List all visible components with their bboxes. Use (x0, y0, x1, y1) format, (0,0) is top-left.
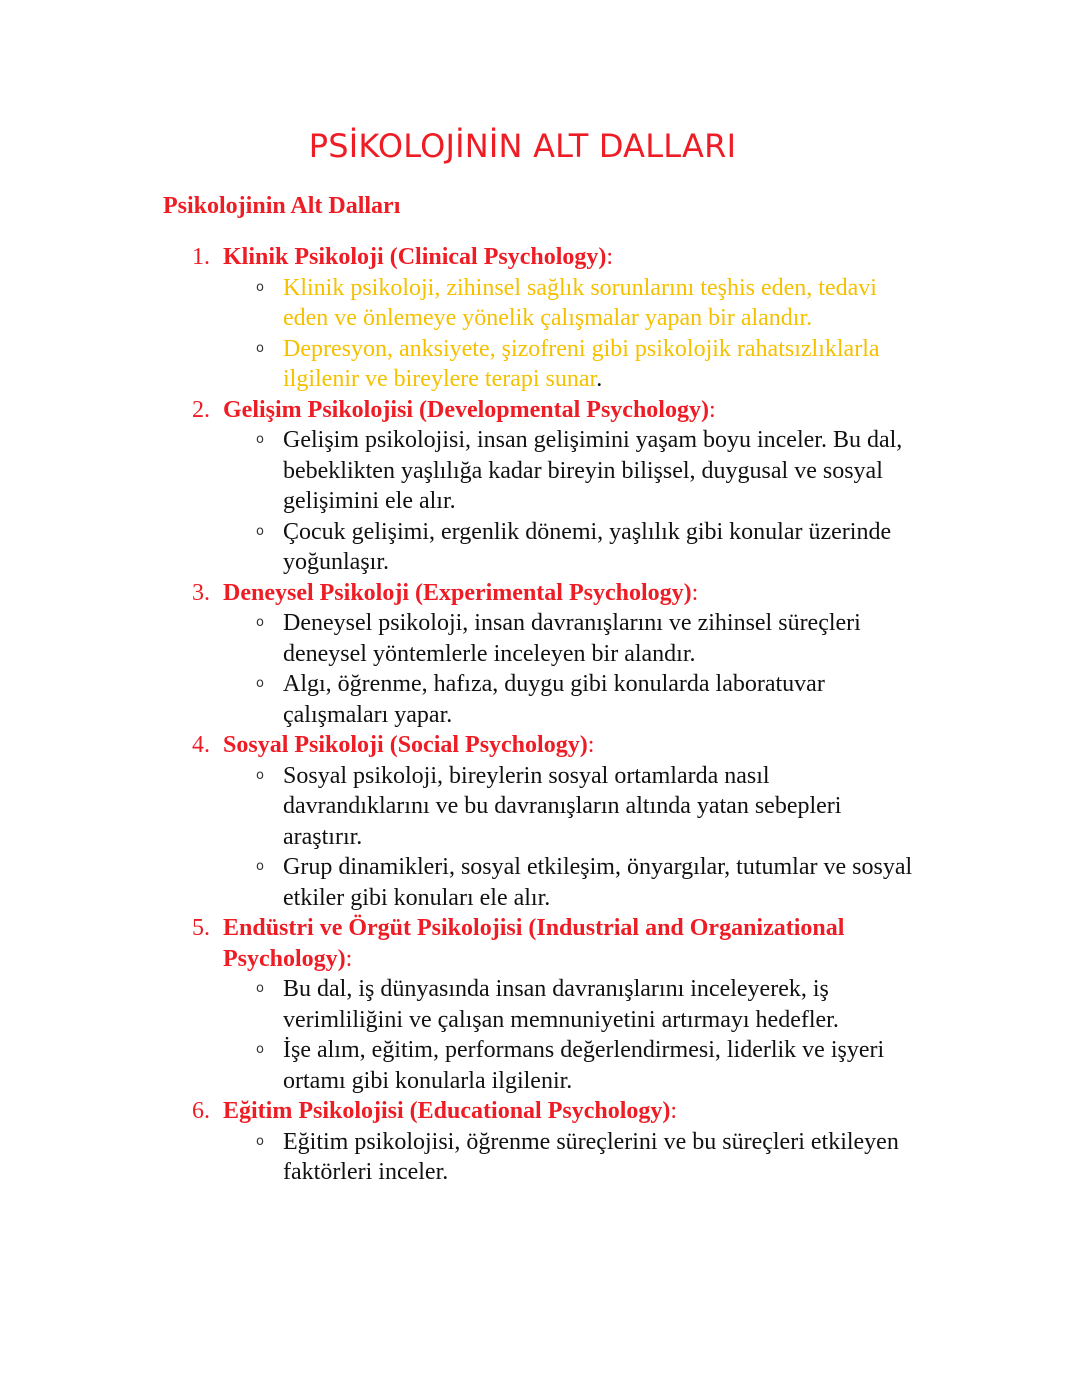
bullet-list (223, 425, 920, 578)
bullet-point (256, 334, 920, 395)
branch-title: Gelişim Psikolojisi (Developmental Psychology) (223, 396, 709, 423)
section-heading: Psikolojinin Alt Dalları (163, 193, 401, 219)
bullet-text: Klinik psikoloji, zihinsel sağlık sorunlarını teşhis eden, tedavi eden ve önlemeye yönelik çalışmalar yapan bir alandır. (283, 274, 877, 331)
bullet-list (223, 974, 920, 1096)
bullet-text: Çocuk gelişimi, ergenlik dönemi, yaşlılık gibi konular üzerinde yoğunlaşır. (283, 518, 892, 575)
branch-title: Endüstri ve Örgüt Psikolojisi (Industrial and Organizational Psychology) (223, 915, 845, 972)
circle-bullet-icon: o (256, 767, 264, 783)
circle-bullet-icon: o (256, 981, 264, 996)
bullet-point (256, 425, 920, 517)
branch-heading (192, 1096, 920, 1127)
circle-bullet-icon: o (256, 1133, 264, 1149)
branch-heading (192, 730, 920, 761)
bullet-text: İşe alım, eğitim, performans değerlendirmesi, liderlik ve işyeri ortamı gibi konularla ilgilenir. (283, 1037, 885, 1094)
circle-bullet-icon: o (256, 1042, 264, 1057)
bullet-point (256, 852, 920, 913)
branch-colon: : (691, 579, 699, 606)
circle-bullet-icon: o (256, 340, 264, 356)
branch-item (0, 913, 1080, 1096)
branch-item (0, 395, 1080, 578)
branch-heading (192, 395, 920, 426)
branch-title: Klinik Psikoloji (Clinical Psychology) (223, 244, 607, 270)
bullet-point (256, 1035, 920, 1096)
circle-bullet-icon: o (256, 859, 264, 874)
bullet-text: Gelişim psikolojisi, insan gelişimini yaşam boyu inceler. Bu dal, bebeklikten yaşlılığa kadar bireyin bilişsel, duygusal ve sosyal gelişimini ele alır. (283, 427, 903, 514)
circle-bullet-icon: o (256, 279, 264, 295)
branch-number: 3. (192, 579, 210, 606)
circle-bullet-icon: o (256, 523, 264, 539)
branch-colon: : (345, 945, 353, 972)
trailing-period: . (596, 366, 603, 392)
bullet-list (223, 761, 920, 914)
bullet-point (256, 608, 920, 669)
bullet-text: Deneysel psikoloji, insan davranışlarını ve zihinsel süreçleri deneysel yöntemlerle inceleyen bir alandır. (283, 610, 861, 667)
bullet-text: Eğitim psikolojisi, öğrenme süreçlerini ve bu süreçleri etkileyen faktörleri inceler. (283, 1128, 899, 1185)
circle-bullet-icon: o (256, 676, 264, 691)
bullet-text: Grup dinamikleri, sosyal etkileşim, önyargılar, tutumlar ve sosyal etkiler gibi konuları ele alır. (283, 854, 913, 911)
branch-colon: : (670, 1098, 678, 1124)
branch-item (0, 1096, 1080, 1188)
branch-number: 5. (192, 915, 210, 941)
bullet-point (256, 1127, 920, 1188)
bullet-text: Sosyal psikoloji, bireylerin sosyal ortamlarda nasıl davrandıklarını ve bu davranışların altında yatan sebepleri araştırır. (283, 762, 842, 850)
bullet-point (256, 761, 920, 853)
bullet-text: Bu dal, iş dünyasında insan davranışlarını inceleyerek, iş verimliliğini ve çalışan memnuniyetini artırmayı hedefler. (283, 976, 839, 1033)
branch-title: Sosyal Psikoloji (Social Psychology) (223, 732, 588, 758)
branch-number: 6. (192, 1098, 210, 1124)
bullet-point (256, 273, 920, 334)
branch-colon: : (606, 244, 614, 270)
bullet-text: Depresyon, anksiyete, şizofreni gibi psikolojik rahatsızlıklarla ilgilenir ve bireylere terapi sunar (283, 335, 880, 392)
bullet-text: Algı, öğrenme, hafıza, duygu gibi konularda laboratuvar çalışmaları yapar. (283, 671, 825, 728)
branch-number: 2. (192, 396, 210, 423)
branch-title: Eğitim Psikolojisi (Educational Psychology) (223, 1098, 671, 1124)
branch-number: 4. (192, 732, 210, 758)
branch-item (0, 730, 1080, 913)
page-title: PSİKOLOJİNİN ALT DALLARI (308, 127, 737, 165)
bullet-list (223, 1127, 920, 1188)
bullet-point (256, 669, 920, 730)
branch-colon: : (587, 732, 595, 758)
branch-heading (192, 578, 920, 609)
bullet-point (256, 974, 920, 1035)
bullet-point (256, 517, 920, 578)
branch-heading (192, 913, 920, 974)
branch-list (0, 242, 1080, 1188)
branch-number: 1. (192, 244, 210, 270)
bullet-list (223, 608, 920, 730)
branch-title: Deneysel Psikoloji (Experimental Psychology) (223, 579, 692, 606)
branch-colon: : (708, 396, 716, 423)
branch-item (0, 578, 1080, 731)
branch-item (0, 242, 1080, 395)
circle-bullet-icon: o (256, 615, 264, 630)
circle-bullet-icon: o (256, 432, 264, 447)
bullet-list (223, 273, 920, 395)
branch-heading (192, 242, 920, 273)
